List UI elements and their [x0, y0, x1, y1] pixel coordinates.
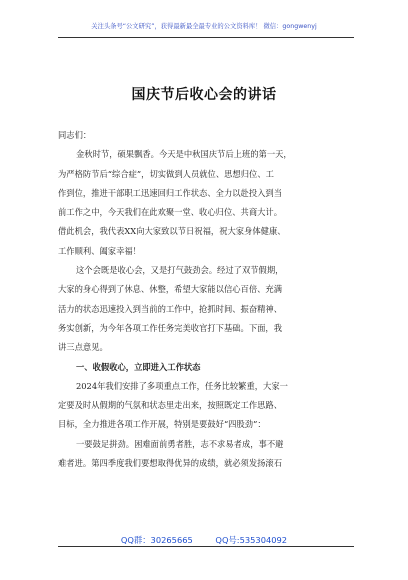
paragraph-line: 活力的状态迅速投入到当前的工作中，抢抓时间、振奋精神、 — [58, 303, 283, 314]
paragraph-line: 务实创新，为今年各项工作任务完美收官打下基础。下面，我 — [58, 322, 283, 333]
header-note: 关注头条号“公文研究”，获得最新最全最专业的公文资料库！ 微信：gongwenyj — [91, 23, 317, 30]
paragraph-line: 定要及时从假期的气氛和状态里走出来，按照既定工作思路、 — [58, 400, 283, 411]
paragraph-line: 讲三点意见。 — [58, 342, 108, 353]
salutation: 同志们： — [58, 130, 92, 140]
paragraph-line: 作到位，推进干部职工迅速回归工作状态、全力以赴投入到当 — [58, 187, 283, 198]
paragraph-line: 工作顺利、阖家幸福！ — [58, 245, 141, 256]
document-body — [58, 126, 356, 473]
paragraph-line: 金秋时节，硕果飘香。今天是中秋国庆节后上班的第一天， — [76, 149, 292, 160]
paragraph-line: 为严格防节后“综合症”，切实做到人员就位、思想归位、工 — [58, 168, 274, 179]
paragraph-line: 2024年我们安排了多项重点工作，任务比较繁重，大家一 — [76, 380, 288, 391]
footer — [0, 534, 408, 546]
paragraph-line: 大家的身心得到了休息、休整，希望大家能以信心百倍、充满 — [58, 284, 283, 295]
document-title: 国庆节后收心会的讲话 — [131, 87, 277, 103]
paragraph-line: 目标，全力推进各项工作开展，特别是要鼓好“四股劲”： — [58, 419, 266, 430]
section-heading: 一、收假收心，立即进入工作状态 — [76, 361, 201, 372]
paragraph-line: 一要鼓足拼劲。困难面前勇者胜，志不求易者成，事不避 — [76, 438, 284, 449]
paragraph-line: 借此机会，我代表XX向大家致以节日祝福，祝大家身体健康、 — [58, 226, 286, 237]
footer-qq-number: QQ号:535304092 — [215, 535, 288, 545]
footer-qq-group: QQ群：30265665 — [120, 535, 193, 545]
paragraph-line: 这个会既是收心会，又是打气鼓劲会。经过了双节假期， — [76, 265, 284, 276]
header-divider — [58, 37, 354, 38]
paragraph-line: 前工作之中，今天我们在此欢聚一堂、收心归位、共商大计。 — [58, 207, 283, 218]
footer-divider — [58, 546, 354, 547]
paragraph-line: 难者进。第四季度我们要想取得优异的成绩，就必须发扬滚石 — [58, 458, 283, 469]
